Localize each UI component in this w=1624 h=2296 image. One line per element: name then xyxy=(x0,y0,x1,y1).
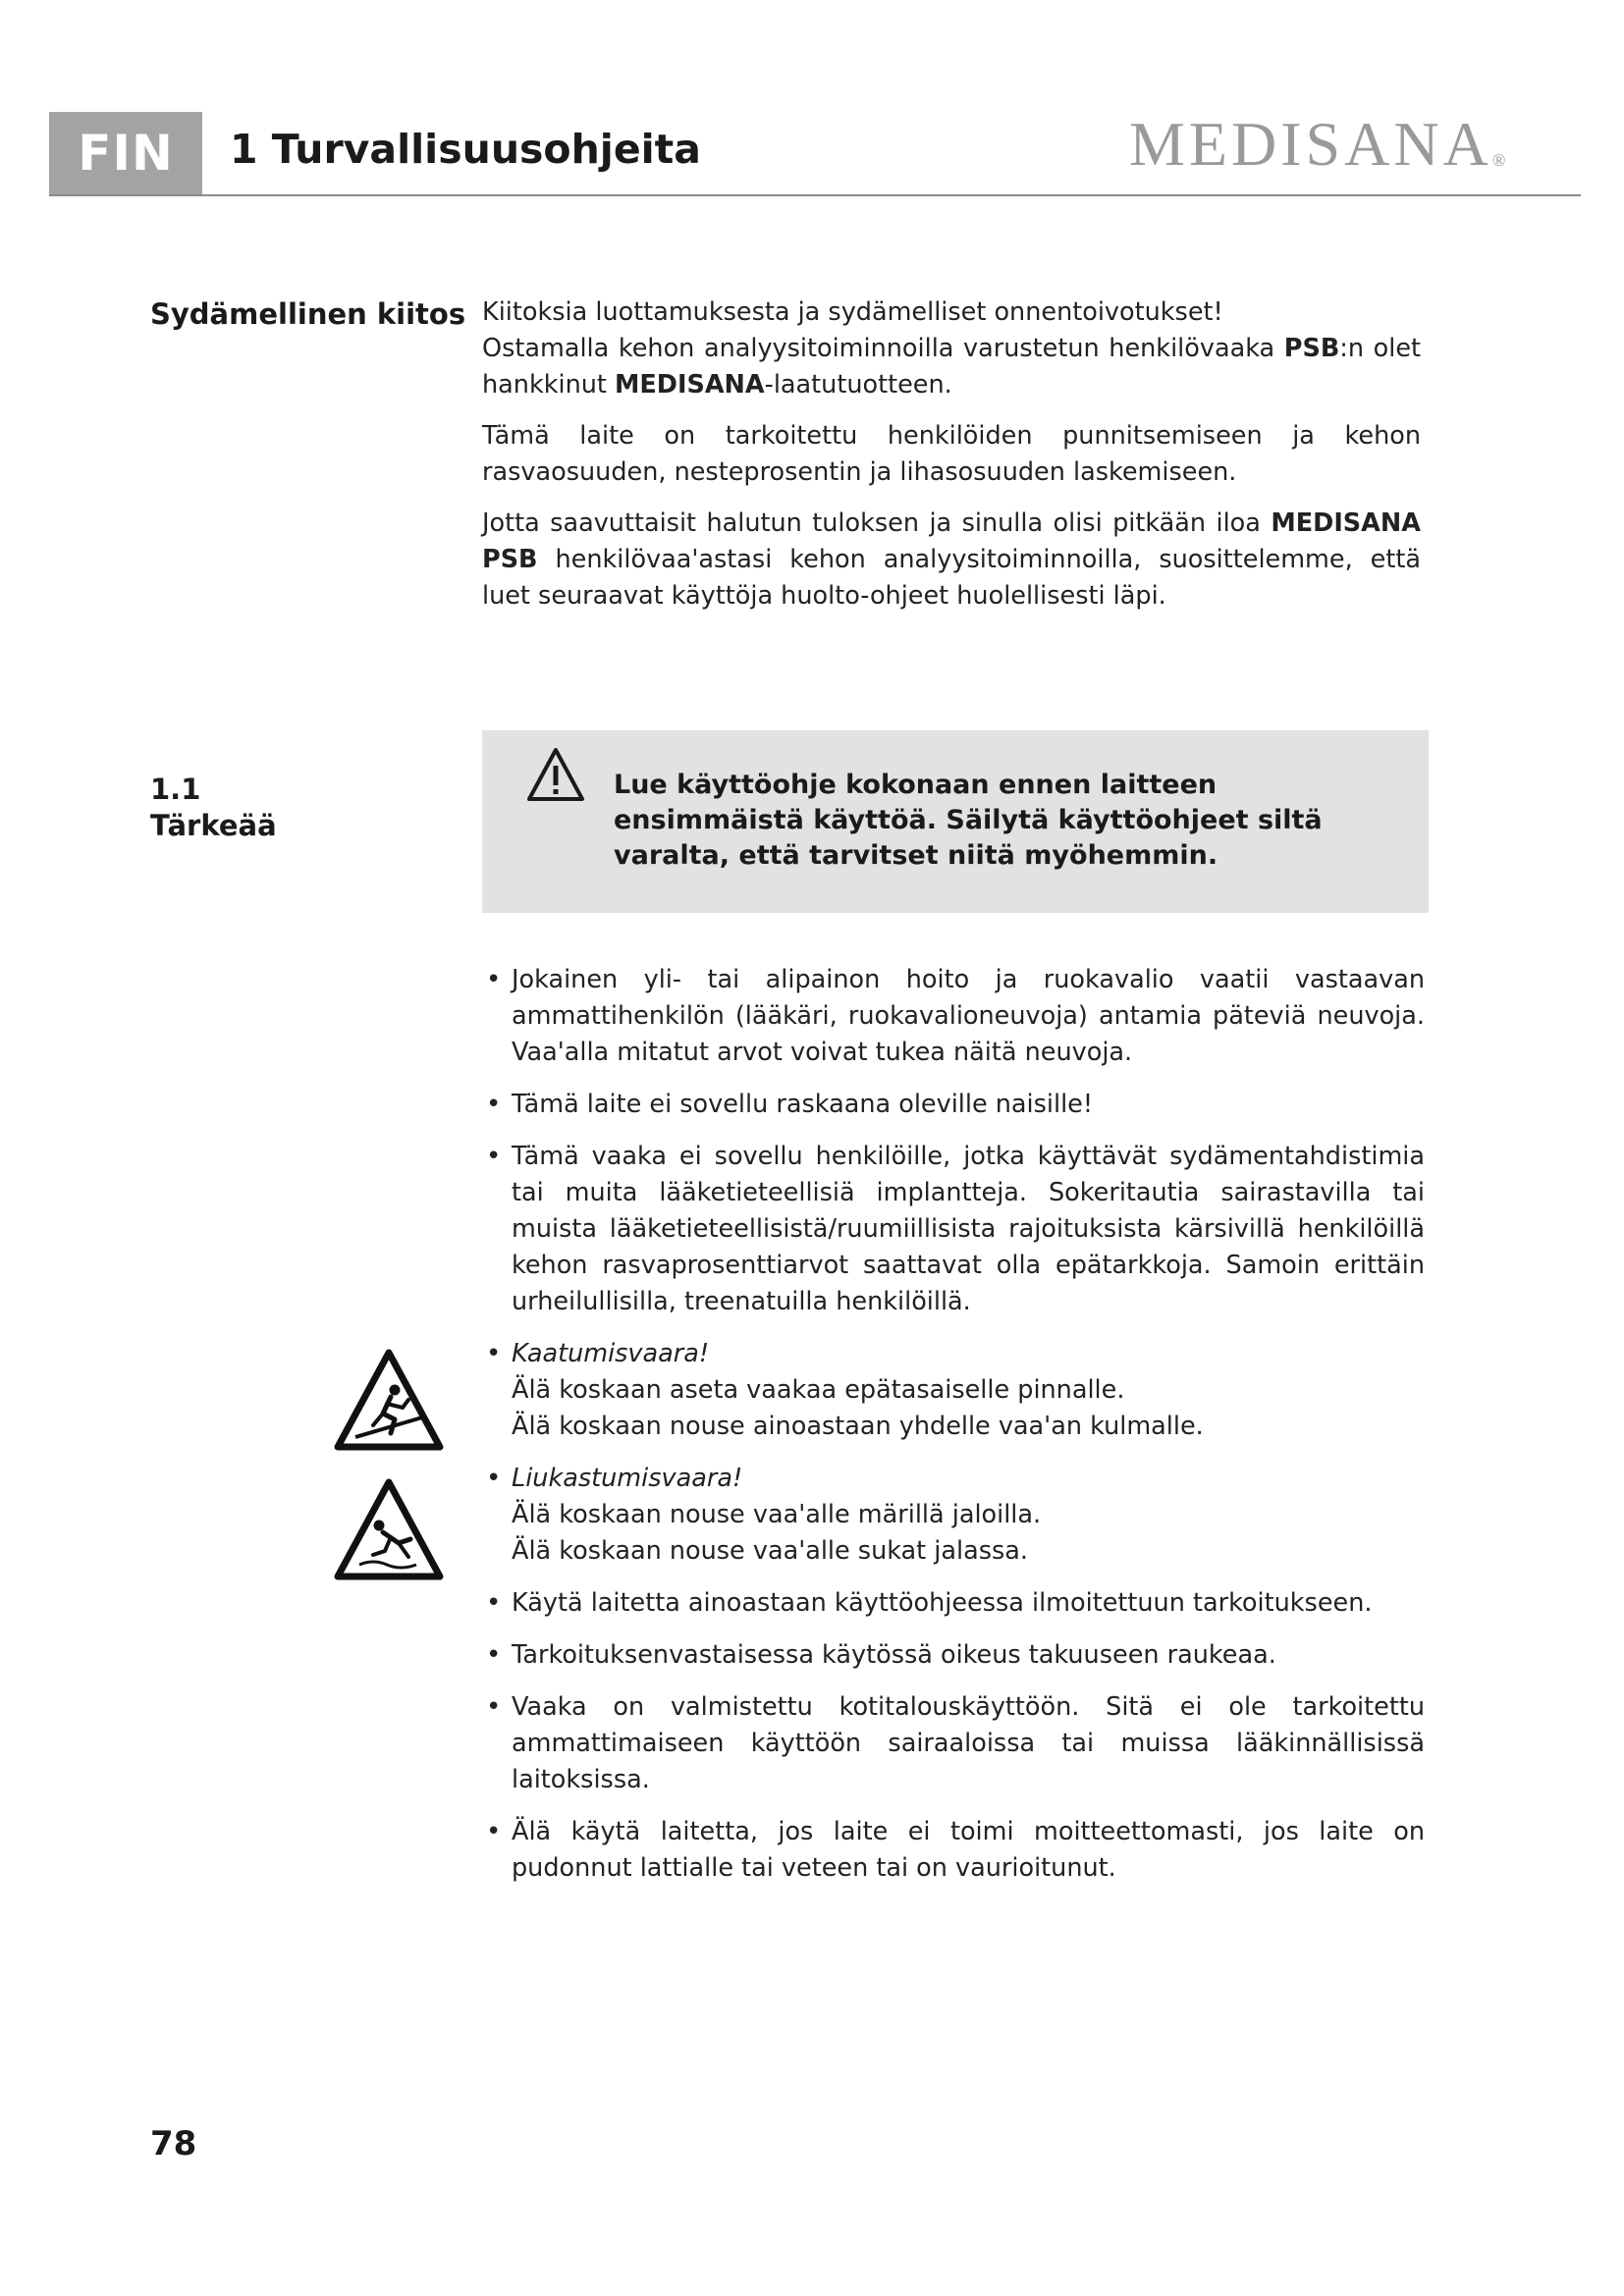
thanks-body xyxy=(482,294,1421,614)
product-name: PSB xyxy=(1283,334,1340,363)
section-number: 1.1 xyxy=(150,773,201,806)
thanks-paragraph-2: Tämä laite on tarkoitettu henkilöiden punnitsemiseen ja kehon rasvaosuuden, nesteprosentin ja lihasosuuden laskemiseen. xyxy=(482,421,1421,487)
thanks-text: Jotta saavuttaisit halutun tuloksen ja sinulla olisi pitkään iloa xyxy=(482,508,1272,538)
list-item: • Vaaka on valmistettu kotitalouskäyttöön. Sitä ei ole tarkoitettu ammattimaiseen käyttöön sairaaloissa tai muissa lääkinnällisissä laitoksissa. xyxy=(482,1689,1425,1798)
hazard-line: Älä koskaan nouse vaa'alle sukat jalassa. xyxy=(512,1536,1029,1566)
section-heading-thanks: Sydämellinen kiitos xyxy=(150,297,466,331)
hazard-line: Älä koskaan aseta vaakaa epätasaiselle pinnalle. xyxy=(512,1375,1125,1405)
chapter-title: 1 Turvallisuusohjeita xyxy=(230,126,701,173)
thanks-text: :n olet hankkinut xyxy=(482,334,1422,400)
list-item: • Tarkoituksenvastaisessa käytössä oikeus takuuseen raukeaa. xyxy=(482,1637,1425,1674)
thanks-greeting: Kiitoksia luottamuksesta ja sydämelliset onnentoivotukset! xyxy=(482,297,1223,327)
thanks-text: Ostamalla kehon analyysitoiminnoilla varustetun henkilövaaka xyxy=(482,334,1284,363)
thanks-paragraph-3 xyxy=(482,506,1421,614)
hazard-title: Kaatumisvaara! xyxy=(512,1339,710,1368)
list-item: • Älä käytä laitetta, jos laite ei toimi moitteettomasti, jos laite on pudonnut lattialle tai veteen tai on vaurioitunut. xyxy=(482,1814,1425,1887)
warning-triangle-icon xyxy=(525,746,586,803)
brand-mention: MEDISANA xyxy=(615,370,765,400)
hazard-line: Älä koskaan nouse ainoastaan yhdelle vaa'an kulmalle. xyxy=(512,1412,1204,1441)
safety-bullet-list xyxy=(482,962,1425,1887)
header-divider xyxy=(49,194,1581,196)
list-item-slip-hazard xyxy=(482,1461,1425,1570)
list-item: • Käytä laitetta ainoastaan käyttöohjeessa ilmoitettuun tarkoitukseen. xyxy=(482,1585,1425,1622)
hazard-line: Älä koskaan nouse vaa'alle märillä jaloilla. xyxy=(512,1500,1042,1529)
warning-box xyxy=(482,730,1429,913)
registered-mark: ® xyxy=(1491,150,1506,170)
brand-logo xyxy=(1129,110,1505,179)
thanks-text: -laatutuotteen. xyxy=(764,370,952,400)
thanks-text: henkilövaa'astasi kehon analyysitoiminnoilla, suosittelemme, että luet seuraavat käyttöja huolto-ohjeet huolellisesti läpi. xyxy=(482,545,1421,611)
list-item: • Jokainen yli- tai alipainon hoito ja ruokavalio vaatii vastaavan ammattihenkilön (lääkäri, ruokavalioneuvoja) antamia päteviä neuvoja. Vaa'alla mitatut arvot voivat tukea näitä neuvoja. xyxy=(482,962,1425,1071)
fall-hazard-icon xyxy=(334,1349,444,1451)
language-tab: FIN xyxy=(49,112,202,194)
list-item: • Tämä vaaka ei sovellu henkilöille, jotka käyttävät sydämentahdistimia tai muita lääketieteellisiä implantteja. Sokeritautia sairastavilla tai muista lääketieteellisistä/ruumiillisista rajoituksista kärsivillä henkilöillä kehon rasvaprosenttiarvot saattavat olla epätarkkoja. Samoin erittäin urheilullisilla, treenatuilla henkilöillä. xyxy=(482,1139,1425,1320)
section-heading-important xyxy=(150,772,277,844)
thanks-paragraph-1 xyxy=(482,294,1421,403)
list-item-fall-hazard xyxy=(482,1336,1425,1445)
hazard-title: Liukastumisvaara! xyxy=(512,1464,743,1493)
brand-mention: MEDISANA PSB xyxy=(482,508,1421,574)
brand-name: MEDISANA xyxy=(1129,109,1492,179)
slip-hazard-icon xyxy=(334,1478,444,1580)
warning-text: Lue käyttöohje kokonaan ennen laitteen ensimmäistä käyttöä. Säilytä käyttöohjeet siltä varalta, että tarvitset niitä myöhemmin. xyxy=(614,770,1323,871)
section-title: Tärkeää xyxy=(150,809,277,842)
list-item: • Tämä laite ei sovellu raskaana oleville naisille! xyxy=(482,1087,1425,1123)
page-number: 78 xyxy=(150,2124,197,2163)
